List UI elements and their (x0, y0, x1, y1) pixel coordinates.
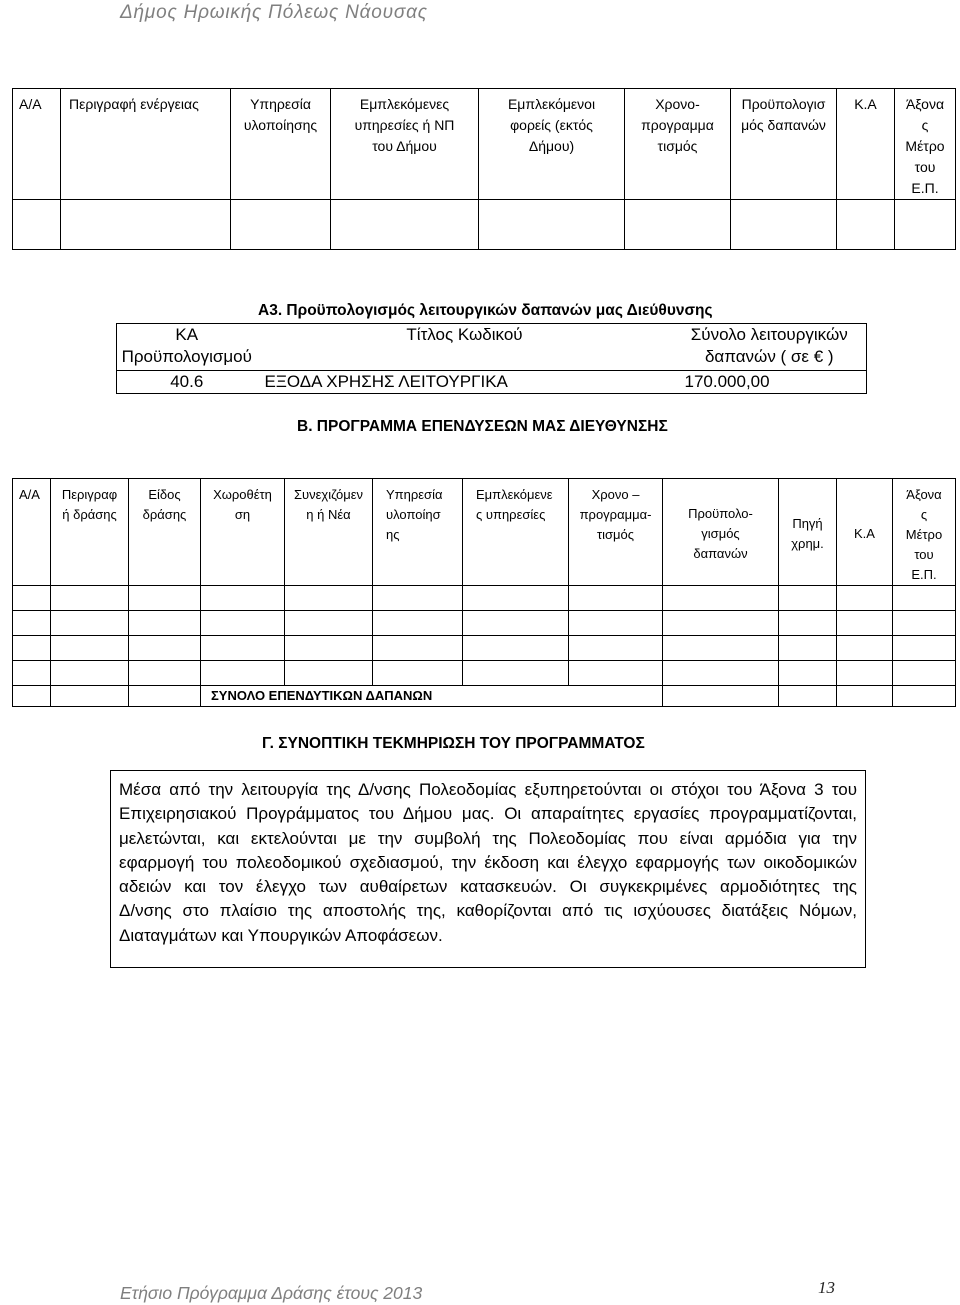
table-cell (13, 200, 61, 250)
table-cell (51, 611, 129, 636)
col-header-axis-measure: Άξονα ς Μέτρο του Ε.Π. (893, 479, 956, 586)
investment-total-label: ΣΥΝΟΛΟ ΕΠΕΝΔΥΤΙΚΩΝ ΔΑΠΑΝΩΝ (201, 686, 663, 707)
table-cell (893, 686, 956, 707)
table-cell (13, 586, 51, 611)
table-cell (893, 586, 956, 611)
table-cell (779, 611, 837, 636)
investment-table-header-row (13, 479, 956, 586)
summary-paragraph-line: Δ/νσης στο πλαίσιο της αποστολής της, καθορίζονται από τις ισχύουσες διατάξεις Νόμων, (119, 901, 857, 921)
table-row (13, 611, 956, 636)
table-cell (893, 636, 956, 661)
col-header-involved-services: Εμπλεκόμενες υπηρεσίες ή ΝΠ του Δήμου (331, 89, 479, 200)
summary-paragraph-line: Διαταγμάτων και Υπουργικών Αποφάσεων. (119, 925, 443, 945)
table-cell (837, 636, 893, 661)
table-cell (663, 611, 779, 636)
table-cell (373, 661, 463, 686)
table-cell (569, 636, 663, 661)
col-header-implementing-service: Υπηρεσία υλοποίησ ης (373, 479, 463, 586)
table-cell (129, 611, 201, 636)
table-cell (569, 586, 663, 611)
col-header-scheduling: Χρονο- προγραμμα τισμός (625, 89, 731, 200)
table-cell (837, 661, 893, 686)
table-cell (129, 661, 201, 686)
col-header-ka: Κ.Α (837, 479, 893, 586)
col-header-ka: Κ.Α (837, 89, 895, 200)
operating-budget-table (116, 323, 867, 394)
page-number: 13 (818, 1278, 835, 1297)
operating-budget-header-row (117, 324, 867, 371)
col-header-budget: Προϋπολο- γισμός δαπανών (663, 479, 779, 586)
operating-total-cell: 170.000,00 (673, 371, 867, 394)
col-header-operating-total: Σύνολο λειτουργικών δαπανών ( σε € ) (690, 325, 848, 366)
table-cell (373, 586, 463, 611)
table-cell (569, 661, 663, 686)
col-header-budget: Προϋπολογισ μός δαπανών (731, 89, 837, 200)
summary-paragraph-line: αδειών και τον έλεγχο των αυθαίρετων κατασκευών. Οι συγκεκριμένες αρμοδιότητες της (119, 877, 857, 897)
col-header-funding-source: Πηγή χρημ. (779, 479, 837, 586)
code-title-cell: ΕΞΟΔΑ ΧΡΗΣΗΣ ΛΕΙΤΟΥΡΓΙΚΑ (257, 371, 673, 394)
table-cell (373, 636, 463, 661)
col-header-code-title: Τίτλος Κωδικού (406, 325, 523, 344)
table-cell (663, 636, 779, 661)
investment-program-title: Β. ΠΡΟΓΡΑΜΜΑ ΕΠΕΝΔΥΣΕΩΝ ΜΑΣ ΔΙΕΥΘΥΝΣΗΣ (297, 418, 668, 435)
table-row (13, 586, 956, 611)
table-cell (13, 636, 51, 661)
col-header-aa: Α/Α (13, 479, 51, 586)
table-cell (201, 611, 285, 636)
table-cell (837, 611, 893, 636)
table-cell (201, 636, 285, 661)
table-cell (231, 200, 331, 250)
running-header: Δήμος Ηρωικής Πόλεως Νάουσας (120, 2, 428, 23)
table-cell (285, 586, 373, 611)
table-cell (463, 661, 569, 686)
actions-table-header-row (13, 89, 956, 200)
table-cell (129, 686, 201, 707)
table-cell (285, 661, 373, 686)
table-cell (13, 686, 51, 707)
table-cell (625, 200, 731, 250)
col-header-budget-code: ΚΑ Προϋπολογισμού (121, 325, 252, 366)
table-cell (463, 636, 569, 661)
summary-text-box (110, 770, 866, 968)
col-header-scheduling: Χρονο – προγραμμα- τισμός (569, 479, 663, 586)
running-footer: Ετήσιο Πρόγραμμα Δράσης έτους 2013 (120, 1283, 423, 1303)
col-header-continuing-or-new: Συνεχιζόμεν η ή Νέα (285, 479, 373, 586)
table-cell (51, 686, 129, 707)
col-header-axis-measure: Άξονα ς Μέτρο του Ε.Π. (895, 89, 956, 200)
table-cell (779, 686, 837, 707)
table-cell (569, 611, 663, 636)
table-cell (51, 636, 129, 661)
table-cell (13, 611, 51, 636)
table-cell (373, 611, 463, 636)
col-header-location: Χωροθέτη ση (201, 479, 285, 586)
table-row (13, 636, 956, 661)
table-cell (285, 636, 373, 661)
table-cell (285, 611, 373, 636)
col-header-implementing-service: Υπηρεσία υλοποίησης (231, 89, 331, 200)
table-cell (893, 611, 956, 636)
table-cell (779, 661, 837, 686)
col-header-action-description: Περιγραφ ή δράσης (51, 479, 129, 586)
table-cell (779, 636, 837, 661)
col-header-action-description: Περιγραφή ενέργειας (61, 89, 231, 200)
table-cell (51, 661, 129, 686)
table-cell (893, 661, 956, 686)
table-cell (201, 586, 285, 611)
summary-paragraph-line: εφαρμογή του πολεοδομικού σχεδιασμού, την έκδοση και έλεγχο εφαρμογής των οικοδομικών (119, 852, 857, 872)
table-cell (129, 636, 201, 661)
budget-code-cell: 40.6 (117, 371, 257, 394)
table-cell (51, 586, 129, 611)
actions-table (12, 88, 956, 250)
table-row (117, 371, 867, 394)
investment-total-value (663, 686, 779, 707)
table-cell (331, 200, 479, 250)
operating-budget-title: Α3. Προϋπολογισμός λειτουργικών δαπανών μας Διεύθυνσης (258, 302, 713, 319)
table-cell (129, 586, 201, 611)
table-cell (837, 200, 895, 250)
table-cell (479, 200, 625, 250)
table-cell (463, 586, 569, 611)
summary-paragraph-line: Μέσα από την λειτουργία της Δ/νσης Πολεοδομίας εξυπηρετούνται οι στόχοι του Άξονα 3 του (119, 780, 857, 799)
table-row (13, 200, 956, 250)
table-cell (61, 200, 231, 250)
summary-paragraph-line: μελετώνται, και εκτελούνται με την συμβολή της Πολεοδομίας που είναι αρμόδια για την (119, 828, 857, 848)
table-cell (13, 661, 51, 686)
table-cell (463, 611, 569, 636)
summary-paragraph-line: Επιχειρησιακού Προγράμματος του Δήμου μας. Οι απαραίτητες εργασίες προγραμματίζονται, (119, 804, 857, 824)
col-header-aa: Α/Α (13, 89, 61, 200)
table-cell (837, 686, 893, 707)
summary-title: Γ. ΣΥΝΟΠΤΙΚΗ ΤΕΚΜΗΡΙΩΣΗ ΤΟΥ ΠΡΟΓΡΑΜΜΑΤΟΣ (262, 735, 645, 752)
table-cell (201, 661, 285, 686)
investment-program-table (12, 478, 956, 707)
table-cell (731, 200, 837, 250)
table-cell (663, 586, 779, 611)
table-cell (895, 200, 956, 250)
col-header-involved-bodies: Εμπλεκόμενοι φορείς (εκτός Δήμου) (479, 89, 625, 200)
investment-total-row (13, 686, 956, 707)
table-cell (663, 661, 779, 686)
table-row (13, 661, 956, 686)
col-header-involved-services: Εμπλεκόμενε ς υπηρεσίες (463, 479, 569, 586)
table-cell (779, 586, 837, 611)
table-cell (837, 586, 893, 611)
col-header-action-type: Είδος δράσης (129, 479, 201, 586)
